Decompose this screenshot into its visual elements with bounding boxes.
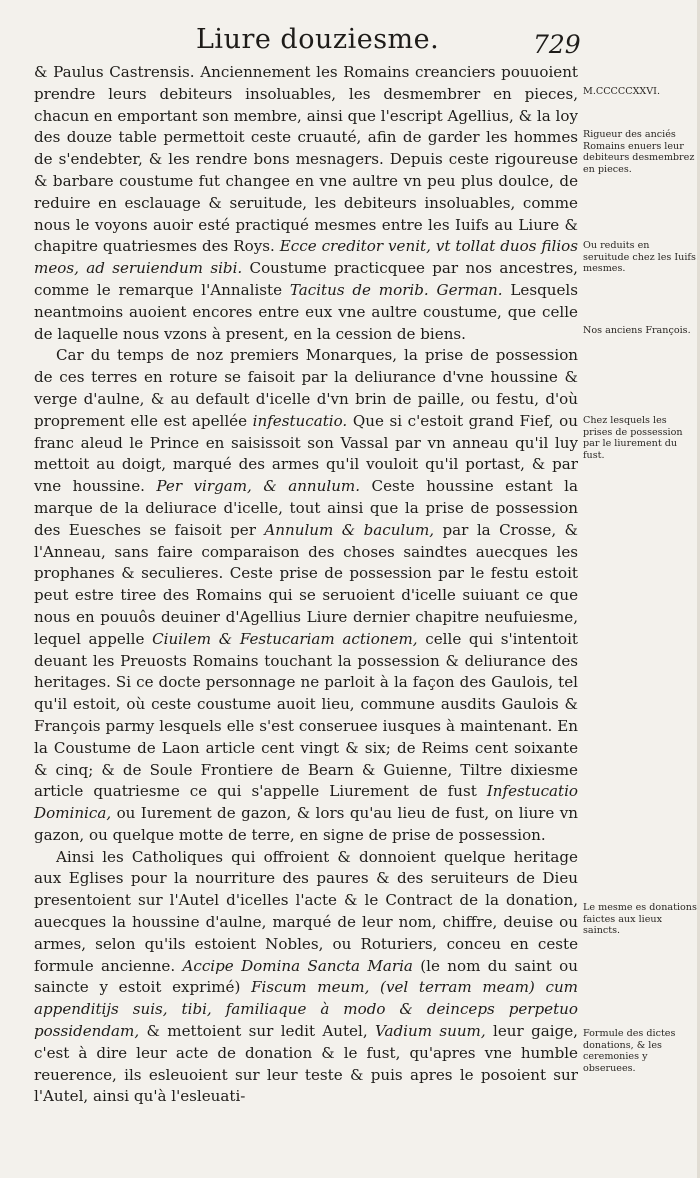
margin-note-servitude: Ou reduits en seruitude chez les Iuifs mesmes. [583,240,696,275]
page-number: 729 [533,30,581,59]
latin-quote: Ecce creditor venit, vt tollat duos filios meos, ad seruiendum sibi. [34,237,578,278]
margin-note-possession: Chez lesquels les prises de possession par le liurement du fust. [583,415,683,461]
latin-term: Vadium suum, [374,1022,486,1041]
latin-formula: Accipe Domina Sancta Maria [182,956,413,975]
latin-term: Annulum & baculum, [264,520,435,539]
margin-note-ancestors: Nos anciens François. [583,325,691,336]
latin-term: Infestucatio Dominica, [34,782,578,823]
paragraph-creditors: & Paulus Castrensis. Anciennement les Romains creanciers pouuoient prendre leurs debiteurs insoluables, les desmembrer en pieces, chacun en emportant son membre, ainsi que l'escript Agellius, & la loy des douze table permettoit ceste cruauté, afin de garder les hommes de s'endebter, & les rendre bons mesnagers. Depuis ceste rigoureuse & barbare coustume fut changee en vne aultre vn peu plus doulce, de reduire en esclauage & seruitude, les debiteurs insoluables, comme nous le voyons auoir esté practiqué mesmes entre les Iuifs au Liure & chapitre quatriesmes des Roys. Ecce creditor venit, vt tollat duos filios meos, ad seruiendum sibi. Coustume practicquee par nos ancestres, comme le remarque l'Annaliste Tacitus de morib. German. Lesquels neantmoins auoient encores entre eux vne aultre coustume, que celle de laquelle nous vzons à present, en la cession de biens. [34,63,578,343]
page-header [0,22,700,62]
latin-term: Ciuilem & Festucariam actionem, [152,629,418,648]
body-text [34,62,578,1108]
margin-note-rigor: Rigueur des anciés Romains enuers leur debiteurs desmembrez en pieces. [583,129,695,175]
latin-formula: Fiscum meum, (vel terram meam) cum appenditijs suis, tibi, familiaque à modo & deinceps perpetuo possidendam, [34,978,578,1041]
latin-term: infestucatio. [252,411,348,430]
running-title: Liure douziesme. [196,24,440,55]
margin-note-date: M.CCCCCXXVI. [583,86,661,97]
paragraph-possession: Car du temps de noz premiers Monarques, la prise de possession de ces terres en roture se faisoit par la deliurance d'vne houssine & verge d'aulne, & au default d'icelle d'vn brin de paille, ou festu, d'où proprement elle est apellée infestucatio. Que si c'estoit grand Fief, ou franc aleud le Prince en saisissoit son Vassal par vn anneau qu'il luy mettoit au doigt, marqué des armes qu'il vouloit qu'il portast, & par vne houssine. Per virgam, & annulum. Ceste houssine estant la marque de la deliurace d'icelle, tout ainsi que la prise de possession des Euesches se faisoit per Annulum & baculum, par la Crosse, & l'Anneau, sans faire comparaison des choses saindtes auecques les prophanes & seculieres. Ceste prise de possession par le festu estoit peut estre tiree des Romains qui se seruoient d'icelle suiuant ce que nous en pouuôs deuiner d'Agellius Liure dernier chapitre neufuiesme, lequel appelle Ciuilem & Festucariam actionem, celle qui s'intentoit deuant les Preuosts Romains touchant la possession & deliurance des heritages. Si ce docte personnage ne parloit à la façon des Gaulois, tel qu'il estoit, où ceste coustume auoit lieu, commune ausdits Gaulois & François parmy lesquels elle s'est conseruee iusques à maintenant. En la Coustume de Laon article cent vingt & six; de Reims cent soixante & cinq; & de Soule Frontiere de Bearn & Guienne, Tiltre dixiesme article quatriesme ce qui s'appelle Liurement de fust Infestucatio Dominica, ou Iurement de gazon, & lors qu'au lieu de fust, on liure vn gazon, ou quelque motte de terre, en signe de prise de possession. [34,346,578,844]
paragraph-donations: Ainsi les Catholiques qui offroient & donnoient quelque heritage aux Eglises pour la nourriture des paures & des seruiteurs de Dieu presentoient sur l'Autel d'icelles l'acte & le Contract de la donation, auecques la houssine d'aulne, marqué de leur nom, chiffre, deuise ou armes, selon qu'ils estoient Nobles, ou Roturiers, conceu en ceste formule ancienne. Accipe Domina Sancta Maria (le nom du saint ou saincte y estoit exprimé) Fiscum meum, (vel terram meam) cum appenditijs suis, tibi, familiaque à modo & deinceps perpetuo possidendam, & mettoient sur ledit Autel, Vadium suum, leur gaige, c'est à dire leur acte de donation & le fust, qu'apres vne humble reuerence, ils esleuoient sur leur teste & puis apres le posoient sur l'Autel, ainsi qu'à l'esleuati- [34,847,578,1106]
margin-note-formula: Formule des dictes donations, & les ceremonies y obseruees. [583,1028,676,1074]
latin-citation: Tacitus de morib. German. [289,280,503,299]
latin-term: Per virgam, & annulum. [156,477,361,496]
margin-note-donations: Le mesme es donations faictes aux lieux saincts. [583,902,697,937]
